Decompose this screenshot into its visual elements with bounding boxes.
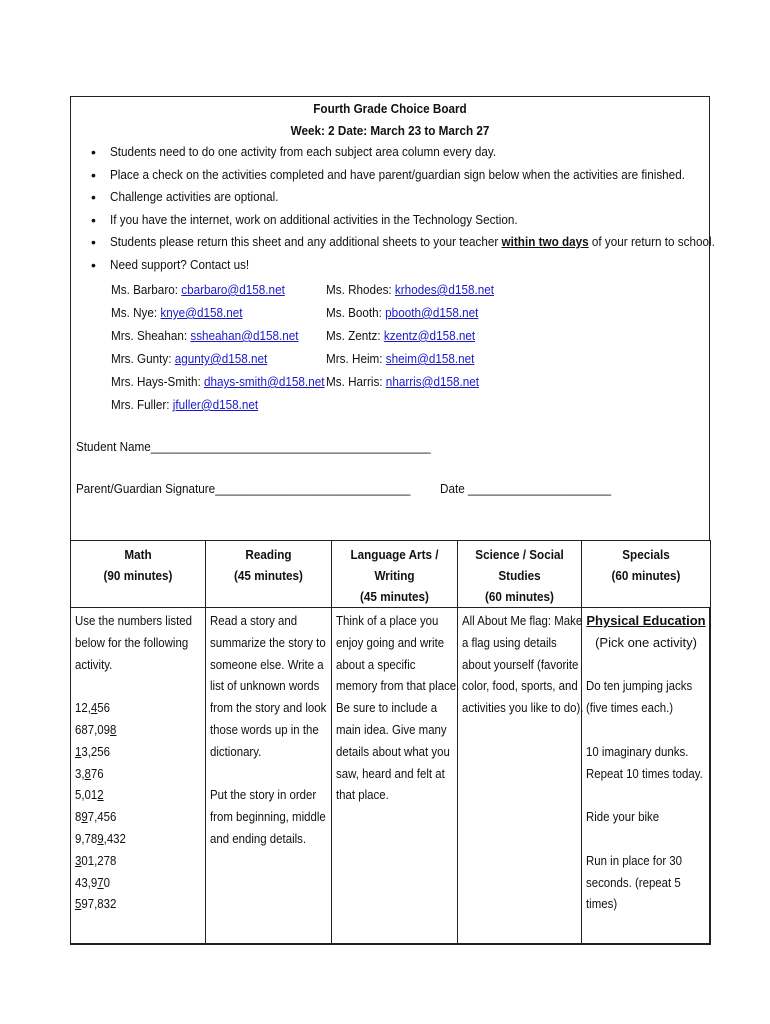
science-cell[interactable] xyxy=(458,608,582,945)
number-part: ,432 xyxy=(103,830,126,846)
number-part: 12, xyxy=(75,700,91,716)
contact-email-link[interactable]: dhays-smith@d158.net xyxy=(203,374,325,389)
math-number xyxy=(75,872,186,894)
specials-activity-line: 10 imaginary dunks. xyxy=(586,743,689,759)
instruction-item: • Place a check on the activities completed and have parent/guardian sign below when the activities are finished. xyxy=(91,164,701,187)
text-line: details about what you xyxy=(336,743,450,759)
number-part: 9,78 xyxy=(75,830,98,846)
instruction-item: • Students need to do one activity from each subject area column every day. xyxy=(91,141,701,164)
column-header-line: Language Arts / xyxy=(350,547,439,562)
column-header-line: Science / Social xyxy=(475,547,564,562)
contact-row xyxy=(326,370,513,393)
underlined-digit: 5 xyxy=(75,896,82,912)
text-line: saw, heard and felt at xyxy=(336,765,445,781)
specials-cell[interactable] xyxy=(582,608,711,945)
column-header-line: (60 minutes) xyxy=(611,568,681,583)
math-number xyxy=(75,763,186,785)
specials-activity-line: seconds. (repeat 5 xyxy=(586,874,681,890)
text-line: those words up in the xyxy=(210,721,319,737)
column-header-line: Writing xyxy=(374,568,415,583)
contact-email-link[interactable]: jfuller@d158.net xyxy=(172,397,259,412)
number-part: 0 xyxy=(103,874,111,890)
contact-email-link[interactable]: krhodes@d158.net xyxy=(394,282,494,297)
contact-name: Ms. Booth: xyxy=(326,305,386,320)
column-header-writing xyxy=(332,541,458,608)
info-section xyxy=(71,97,715,540)
contact-row xyxy=(111,393,348,416)
column-header-specials xyxy=(582,541,711,608)
underlined-digit: 4 xyxy=(90,700,98,716)
text-line: memory from that place. xyxy=(336,678,460,694)
student-name-field[interactable]: Student Name___________________________________________ xyxy=(76,439,431,454)
column-header-line: (45 minutes) xyxy=(360,589,429,604)
text-line: that place. xyxy=(336,787,389,803)
contact-name: Mrs. Hays-Smith: xyxy=(111,374,204,389)
column-header-math xyxy=(71,541,206,608)
column-header-reading xyxy=(206,541,332,608)
underlined-digit: 1 xyxy=(75,743,82,759)
contact-name: Mrs. Heim: xyxy=(326,351,386,366)
underlined-digit: 9 xyxy=(81,809,88,825)
page-title: Fourth Grade Choice Board xyxy=(313,101,467,116)
column-header-line: Math xyxy=(124,547,152,562)
underlined-digit: 8 xyxy=(109,721,117,737)
instruction-list xyxy=(91,141,715,276)
activity-table xyxy=(70,540,711,945)
instruction-item: • Students please return this sheet and any additional sheets to your teacher within two days of your return to school. xyxy=(91,231,701,254)
contact-name: Ms. Nye: xyxy=(111,305,161,320)
parent-signature-field[interactable]: Parent/Guardian Signature______________________________ xyxy=(76,481,411,496)
text-line: list of unknown words xyxy=(210,678,320,694)
physical-education-heading: Physical Education xyxy=(586,613,706,628)
contact-row xyxy=(111,278,348,301)
contact-row xyxy=(111,324,348,347)
column-header-line: Reading xyxy=(245,547,292,562)
specials-activity-line: Run in place for 30 xyxy=(586,852,683,868)
contact-email-link[interactable]: kzentz@d158.net xyxy=(383,328,476,343)
text-line: below for the following xyxy=(75,634,189,650)
underlined-digit: 7 xyxy=(97,874,104,890)
contact-row xyxy=(326,347,513,370)
contact-name: Ms. Barbaro: xyxy=(111,282,182,297)
text-line: All About Me flag: Make xyxy=(462,613,583,628)
text-line: Use the numbers listed xyxy=(75,613,192,628)
contact-email-link[interactable]: cbarbaro@d158.net xyxy=(181,282,285,297)
number-part: 97,832 xyxy=(81,896,117,912)
week-date-line: Week: 2 Date: March 23 to March 27 xyxy=(290,123,490,138)
math-number xyxy=(75,719,186,741)
text-line: Be sure to include a xyxy=(336,700,438,716)
specials-activity-line: Repeat 10 times today. xyxy=(586,765,703,781)
text-line: someone else. Write a xyxy=(210,656,324,672)
specials-activity-line: Do ten jumping jacks xyxy=(586,678,693,694)
text-line: summarize the story to xyxy=(210,634,326,650)
math-number xyxy=(75,741,186,763)
column-header-line: Studies xyxy=(498,568,541,583)
number-part: 01,278 xyxy=(81,852,117,868)
number-part: 56 xyxy=(97,700,111,716)
text-line: color, food, sports, and xyxy=(462,678,578,694)
number-part: 3,256 xyxy=(81,743,111,759)
column-header-science xyxy=(458,541,582,608)
writing-cell[interactable] xyxy=(332,608,458,945)
contact-row xyxy=(111,347,348,370)
text-line: activity. xyxy=(75,656,113,672)
math-number xyxy=(75,893,186,915)
contact-row xyxy=(111,301,348,324)
reading-cell[interactable] xyxy=(206,608,332,945)
contact-name: Mrs. Fuller: xyxy=(111,397,173,412)
contact-name: Mrs. Gunty: xyxy=(111,351,175,366)
contact-email-link[interactable]: ssheahan@d158.net xyxy=(190,328,299,343)
text-line: Think of a place you xyxy=(336,613,439,628)
number-part: 8 xyxy=(75,809,82,825)
instruction-item: • Challenge activities are optional. xyxy=(91,186,701,209)
instruction-item: • If you have the internet, work on additional activities in the Technology Section. xyxy=(91,209,701,232)
contact-email-link[interactable]: knye@d158.net xyxy=(160,305,243,320)
math-number xyxy=(75,806,186,828)
contact-email-link[interactable]: agunty@d158.net xyxy=(174,351,268,366)
text-line: about yourself (favorite xyxy=(462,656,579,672)
contact-email-link[interactable]: sheim@d158.net xyxy=(385,351,475,366)
text-line: Put the story in order xyxy=(210,787,317,803)
contact-email-link[interactable]: pbooth@d158.net xyxy=(385,305,479,320)
number-part: 687,09 xyxy=(75,721,110,737)
column-header-line: (60 minutes) xyxy=(485,589,554,604)
text-line: a flag using details xyxy=(462,634,557,650)
math-number xyxy=(75,697,186,719)
underlined-digit: 8 xyxy=(84,765,91,781)
contact-row xyxy=(326,301,513,324)
contact-row xyxy=(326,324,513,347)
text-line: from the story and look xyxy=(210,700,327,716)
number-part: 5,01 xyxy=(75,787,98,803)
underlined-digit: 2 xyxy=(97,787,104,803)
contact-row xyxy=(326,278,513,301)
text-line: activities you like to do). xyxy=(462,700,584,716)
text-line: about a specific xyxy=(336,656,416,672)
column-header-line: Specials xyxy=(622,547,670,562)
specials-activity-line: times) xyxy=(586,896,618,912)
contact-name: Ms. Zentz: xyxy=(326,328,384,343)
pick-one-note: (Pick one activity) xyxy=(595,634,697,650)
number-part: 7,456 xyxy=(87,809,117,825)
text-line: enjoy going and write xyxy=(336,634,445,650)
number-part: 3, xyxy=(75,765,85,781)
column-header-line: (45 minutes) xyxy=(234,568,303,583)
number-part: 43,9 xyxy=(75,874,98,890)
math-number xyxy=(75,828,186,850)
number-part: 76 xyxy=(90,765,104,781)
specials-activity-line: Ride your bike xyxy=(586,809,660,825)
contact-name: Ms. Harris: xyxy=(326,374,386,389)
contact-email-link[interactable]: nharris@d158.net xyxy=(385,374,479,389)
math-cell[interactable] xyxy=(71,608,206,945)
table-header-row xyxy=(71,541,711,608)
column-header-line: (90 minutes) xyxy=(103,568,173,583)
choice-board-sheet xyxy=(70,96,715,944)
return-deadline: within two days xyxy=(501,234,589,249)
text-line: and ending details. xyxy=(210,830,307,846)
underlined-digit: 3 xyxy=(75,852,82,868)
text-line: Read a story and xyxy=(210,613,298,628)
instruction-item: • Need support? Contact us! xyxy=(91,254,701,277)
underlined-digit: 9 xyxy=(97,830,104,846)
text-line: dictionary. xyxy=(210,743,262,759)
table-row xyxy=(71,608,711,945)
text-line: from beginning, middle xyxy=(210,809,326,825)
date-field[interactable]: Date ______________________ xyxy=(440,481,612,496)
text-line: main idea. Give many xyxy=(336,721,447,737)
specials-activity-line: (five times each.) xyxy=(586,700,674,716)
math-number xyxy=(75,784,186,806)
math-number xyxy=(75,850,186,872)
contact-name: Mrs. Sheahan: xyxy=(111,328,191,343)
contact-row xyxy=(111,370,348,393)
contact-name: Ms. Rhodes: xyxy=(326,282,395,297)
